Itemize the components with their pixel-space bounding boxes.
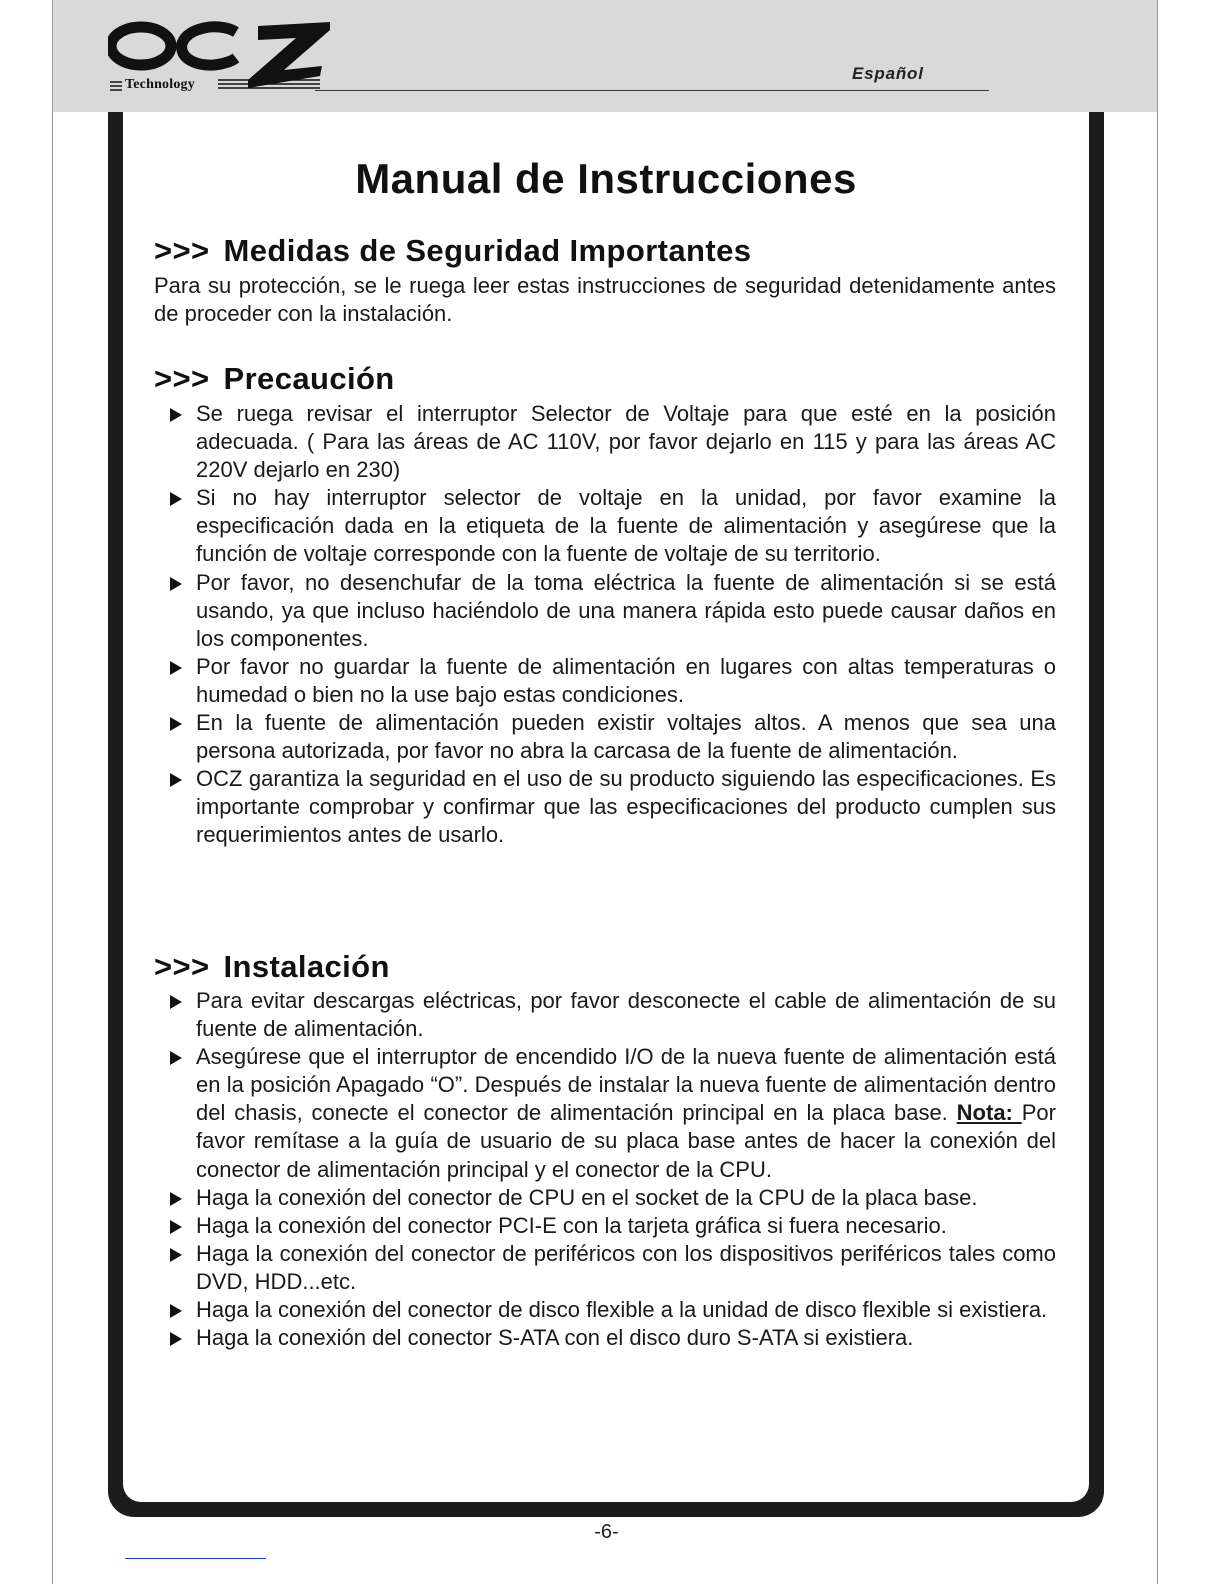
bullet-triangle-icon: [170, 1192, 182, 1206]
header-language: Español: [852, 64, 924, 83]
bullet-triangle-icon: [170, 1220, 182, 1234]
list-item: Por favor no guardar la fuente de alimentación en lugares con altas temperaturas o humedad o bien no la use bajo estas condiciones.: [154, 653, 1056, 709]
section-heading-installation: [154, 949, 390, 985]
section-heading-safety: [154, 233, 751, 269]
list-item: En la fuente de alimentación pueden existir voltajes altos. A menos que sea una persona autorizada, por favor no abra la carcasa de la fuente de alimentación.: [154, 709, 1056, 765]
page-number: -6-: [594, 1521, 619, 1543]
bullet-triangle-icon: [170, 1304, 182, 1318]
document-title: Manual de Instrucciones: [355, 155, 857, 202]
list-item: Haga la conexión del conector de CPU en el socket de la CPU de la placa base.: [154, 1184, 1056, 1212]
bullet-triangle-icon: [170, 1248, 182, 1262]
list-item: Haga la conexión del conector de disco flexible a la unidad de disco flexible si existiera.: [154, 1296, 1056, 1324]
bullet-triangle-icon: [170, 577, 182, 591]
bullet-triangle-icon: [170, 492, 182, 506]
bullet-triangle-icon: [170, 717, 182, 731]
section-marker: >>>: [154, 233, 210, 268]
installation-list: [154, 987, 1056, 1352]
section-title: Medidas de Seguridad Importantes: [223, 233, 752, 268]
bullet-triangle-icon: [170, 408, 182, 422]
list-item: OCZ garantiza la seguridad en el uso de su producto siguiendo las especificaciones. Es importante comprobar y confirmar que las especificaciones del producto cumplen sus requerimientos antes de usarlo.: [154, 765, 1056, 849]
list-item: Haga la conexión del conector S-ATA con el disco duro S-ATA si existiera.: [154, 1324, 1056, 1352]
bullet-triangle-icon: [170, 773, 182, 787]
list-item: Asegúrese que el interruptor de encendido I/O de la nueva fuente de alimentación está en la posición Apagado “O”. Después de instalar la nueva fuente de alimentación dentro del chasis, conecte el conector de alimentación principal en la placa base. Nota: Por favor remítase a la guía de usuario de su placa base antes de hacer la conexión del conector de alimentación principal y el conector de la CPU.: [154, 1043, 1056, 1183]
list-item: Por favor, no desenchufar de la toma eléctrica la fuente de alimentación si se está usando, ya que incluso haciéndolo de una manera rápida esto puede causar daños en los componentes.: [154, 569, 1056, 653]
note-label: Nota:: [956, 1100, 1022, 1126]
note-text: Por favor remítase a la guía de usuario de su placa base antes de hacer la conexión del conector de alimentación principal y el conector de la CPU.: [196, 1100, 1056, 1182]
logo-subtitle: Technology: [125, 77, 195, 92]
list-item: Haga la conexión del conector PCI-E con la tarjeta gráfica si fuera necesario.: [154, 1212, 1056, 1240]
bullet-triangle-icon: [170, 661, 182, 675]
section-marker: >>>: [154, 949, 210, 984]
section-marker: >>>: [154, 361, 210, 396]
section-title: Precaución: [223, 361, 395, 396]
safety-intro: Para su protección, se le ruega leer estas instrucciones de seguridad detenidamente antes de proceder con la instalación.: [154, 273, 1056, 326]
bullet-triangle-icon: [170, 1332, 182, 1346]
caution-list: [154, 400, 1056, 850]
header-rule: [315, 90, 989, 91]
list-item: Para evitar descargas eléctricas, por favor desconecte el cable de alimentación de su fuente de alimentación.: [154, 987, 1056, 1043]
list-item: Haga la conexión del conector de periféricos con los dispositivos periféricos tales como DVD, HDD...etc.: [154, 1240, 1056, 1296]
page-edge-right: [1157, 0, 1158, 1584]
list-item: Se ruega revisar el interruptor Selector de Voltaje para que esté en la posición adecuada. ( Para las áreas de AC 110V, por favor dejarlo en 115 y para las áreas AC 220V dejarlo en 230): [154, 400, 1056, 484]
list-item: Si no hay interruptor selector de voltaje en la unidad, por favor examine la especificación dada en la etiqueta de la fuente de alimentación y asegúrese que la función de voltaje corresponde con la fuente de voltaje de su territorio.: [154, 484, 1056, 568]
footer-link-line: [125, 1558, 266, 1559]
section-heading-caution: [154, 361, 395, 397]
page-edge-left: [52, 0, 53, 1584]
bullet-triangle-icon: [170, 1051, 182, 1065]
bullet-triangle-icon: [170, 995, 182, 1009]
section-title: Instalación: [223, 949, 390, 984]
